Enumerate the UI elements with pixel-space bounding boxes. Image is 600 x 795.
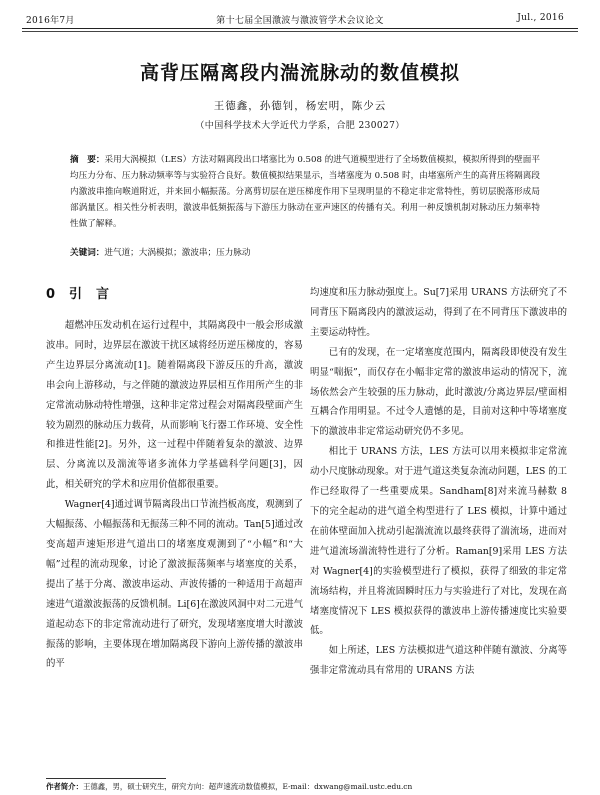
affiliation: （中国科学技术大学近代力学系，合肥 230027） — [195, 121, 405, 131]
abstract-label: 摘 要： — [70, 155, 105, 165]
header-rule — [22, 28, 578, 29]
abstract — [70, 152, 540, 232]
header-month: Jul., 2016 — [517, 13, 564, 23]
footnote-label: 作者简介： — [46, 782, 83, 791]
left-column — [46, 283, 303, 674]
keywords — [70, 245, 540, 261]
section-number: 0 — [46, 287, 56, 302]
paragraph: 相比于 URANS 方法，LES 方法可以用来模拟非定常流动小尺度脉动现象。对于进气道这类复杂流动问题，LES 的工作已经取得了一些重要成果。Sandham[8]对来流马赫数 8 下的完全起动的进气道全构型进行了 LES 模拟，计算中通过在前体壁面加入扰动引起湍流流以最终获得了湍流场，进而对进气道流场湍流特性进行了分析。Raman[9]采用 LES 方法对 Wagner[4]的实验模型进行了模拟，获得了细致的非定常流场结构，并且将流固瞬时压力与实验进行了对比，发现在高堵塞度情况下 LES 模拟获得的激波串上游传播速度比实验要低。 — [310, 446, 567, 637]
paper-title: 高背压隔离段内湍流脉动的数值模拟 — [139, 62, 460, 84]
section-title: 引言 — [69, 287, 124, 302]
abstract-text: 采用大涡模拟（LES）方法对隔离段出口堵塞比为 0.508 的进气道模型进行了全场数值模拟，模拟所得到的壁面平均压力分布、压力脉动频率等与实验符合良好。数值模拟结果显示，当堵塞度为 0.508 时，由堵塞所产生的高背压将隔离段内激波串推向喉道附近，并来回小幅振荡。分离剪切层在逆压梯度作用下呈现明显的不稳定非定常特性，剪切层脱落形成局部涡量区。相关性分析表明，激波串低频振荡与下游压力脉动在亚声速区的传播有关。利用一种反馈机制对脉动压力频率特性做了解释。 — [70, 155, 540, 229]
paragraph: 均速度和压力脉动强度上。Su[7]采用 URANS 方法研究了不同背压下隔离段内的激波运动，得到了在不同背压下激波串的主要运动特性。 — [310, 287, 567, 338]
paragraph: 如上所述，LES 方法模拟进气道这种伴随有激波、分离等强非定常流动具有常用的 URANS 方法 — [310, 645, 567, 677]
footnote — [46, 781, 586, 792]
author-list: 王德鑫，孙德钊，杨宏明，陈少云 — [213, 100, 387, 112]
paragraph: 超燃冲压发动机在运行过程中，其隔离段中一般会形成激波串。同时，边界层在激波干扰区域将经历逆压梯度的，容易产生边界层分离流动[1]。随着隔离段下游反压的升高，激波串会向上游移动，与之伴随的激波边界层相互作用所产生的非定常流动脉动特性增强，这种非定常过程会对隔离段壁面产生较为剧烈的脉动压力载荷，从而影响飞行器工作环境、安全性和推进性能[2]。另外，这一过程中伴随着复杂的激波、边界层、分离流以及湍流等诸多流体力学基础科学问题[3]，因此，相关研究的学术和应用价值都很重要。 — [46, 320, 303, 491]
header-date: 2016年7月 — [26, 16, 75, 26]
header-conference: 第十七届全国激波与激波管学术会议论文 — [216, 16, 384, 26]
paragraph: 已有的发现，在一定堵塞度范围内，隔离段即使没有发生明显“喘振”，而仅存在小幅非定常的激波串运动的情况下，流场依然会产生较强的压力脉动，此时激波/分离边界层/壁面相互耦合作用明显。不过令人遗憾的是，目前对这种中等堵塞度下的激波串非定常运动研究仍不多见。 — [310, 346, 567, 438]
header-rule-thin — [22, 31, 578, 32]
paragraph: Wagner[4]通过调节隔离段出口节流挡板高度，观测到了大幅振荡、小幅振荡和无振荡三种不同的流动。Tan[5]通过改变高超声速矩形进气道出口的堵塞度观测到了“小幅”和“大幅”过程的流动现象，讨论了激波振荡频率与堵塞度的关系，提出了基于分离、激波串运动、声波传播的一种适用于高超声速进气道激波振荡的反馈机制。Li[6]在激波风洞中对二元进气道起动态下的非定常流动进行了研究，发现堵塞度增大时激波振荡的影响，主要体现在增加隔离段下游向上游传播的激波串的平 — [46, 499, 303, 670]
right-column — [310, 283, 567, 681]
section-heading — [46, 283, 303, 306]
keywords-label: 关键词： — [70, 248, 105, 258]
keywords-text: 进气道；大涡模拟；激波串；压力脉动 — [104, 248, 251, 258]
footnote-rule — [46, 778, 166, 779]
footnote-text: 王德鑫，男，硕士研究生，研究方向：超声速流动数值模拟，E-mail：dxwang@mail.ustc.edu.cn — [82, 782, 413, 791]
